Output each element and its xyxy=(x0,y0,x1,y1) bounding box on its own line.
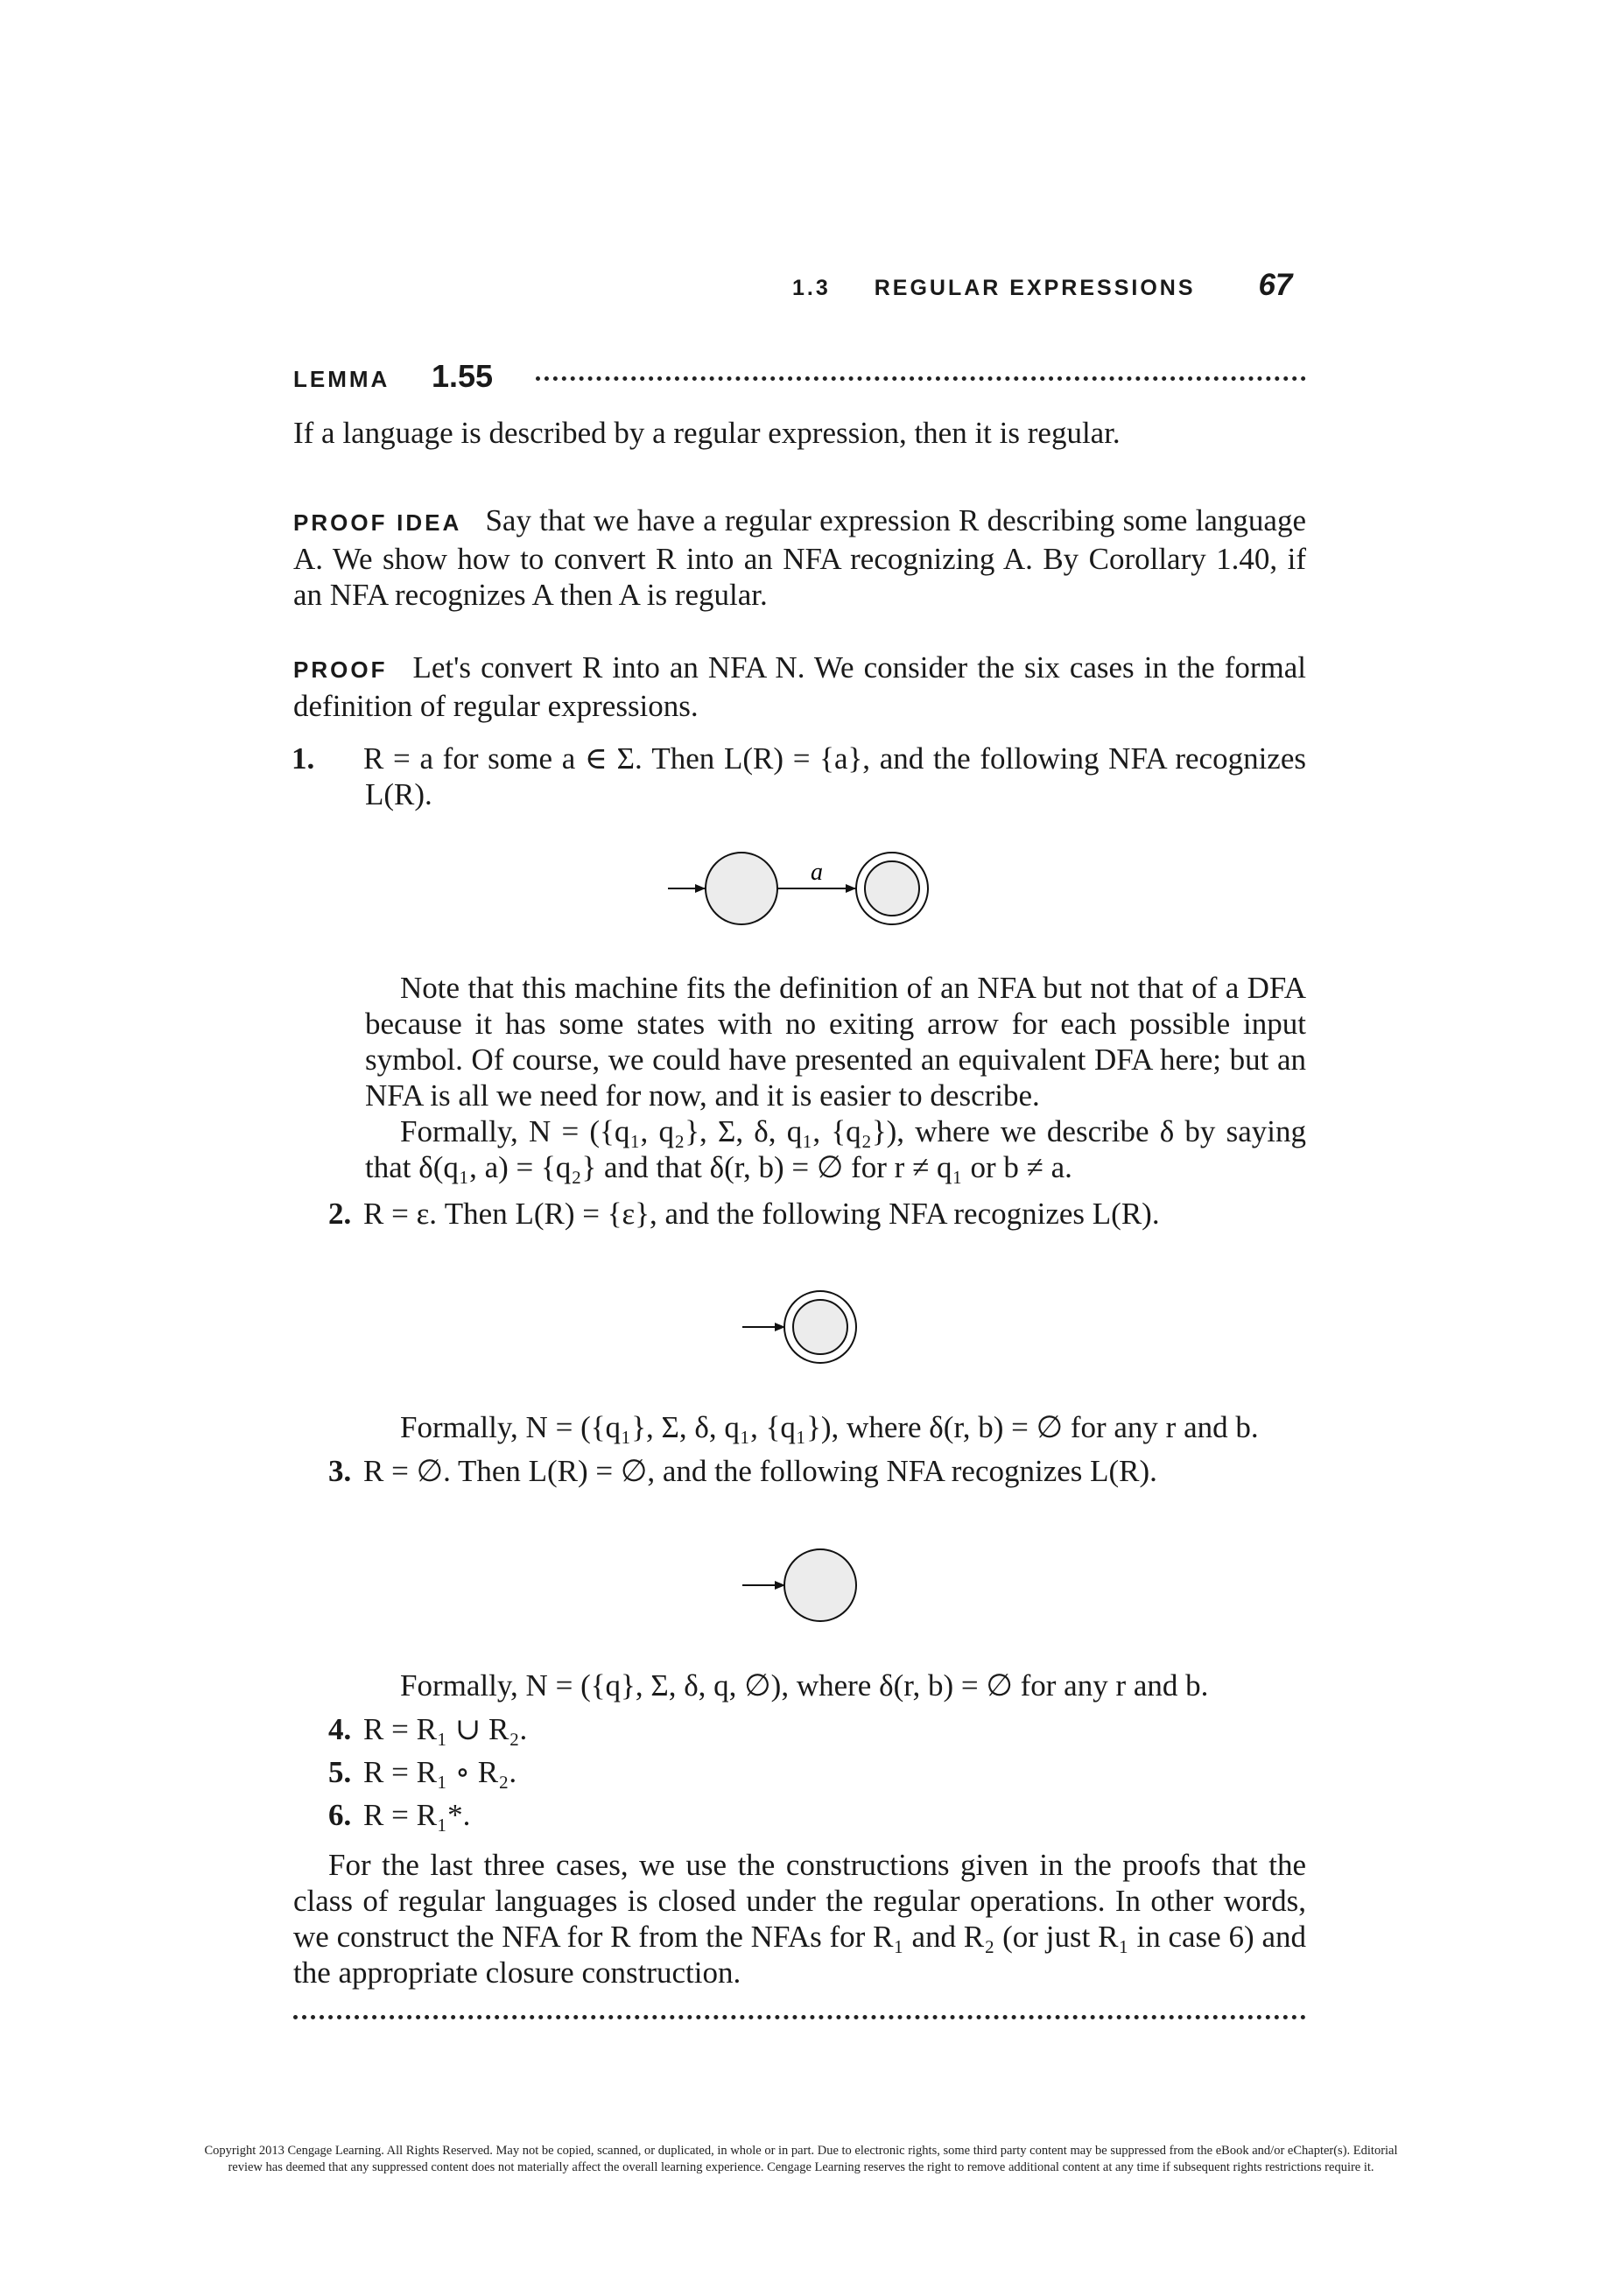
section-title: REGULAR EXPRESSIONS xyxy=(874,276,1196,300)
case-text: R = R₁ ∪ R₂. xyxy=(363,1712,528,1746)
proof-idea-text: Say that we have a regular expression R describing some language A. We show how to convert R into an NFA recognizing A. By Corollary 1.40, if an NFA recognizes A then A is regular. xyxy=(293,503,1306,612)
end-dotted-rule xyxy=(293,2015,1306,2019)
case-text: R = ∅. Then L(R) = ∅, and the following NFA recognizes L(R). xyxy=(363,1454,1157,1488)
nfa-diagram-single-symbol xyxy=(661,849,941,954)
case1-formal: Formally, N = ({q₁, q₂}, Σ, δ, q₁, {q₂}), where we describe δ by saying that δ(q₁, a) = {q₂} and that δ(r, b) = ∅ for r ≠ q₁ or b ≠ a. xyxy=(365,1114,1306,1184)
case2-formal: Formally, N = ({q₁}, Σ, δ, q₁, {q₁}), where δ(r, b) = ∅ for any r and b. xyxy=(400,1410,1259,1444)
lemma-dotted-rule xyxy=(536,376,1306,381)
lemma-statement: If a language is described by a regular expression, then it is regular. xyxy=(293,416,1121,450)
proof-idea-label: PROOF IDEA xyxy=(293,509,462,536)
case-number: 4. xyxy=(328,1712,352,1746)
section-number: 1.3 xyxy=(792,276,831,300)
start-state xyxy=(706,853,777,924)
case-number: 5. xyxy=(328,1755,352,1789)
proof-label: PROOF xyxy=(293,657,388,683)
running-head xyxy=(792,268,1292,303)
accept-state-inner xyxy=(865,861,919,916)
closing-paragraph: For the last three cases, we use the constructions given in the proofs that the class of regular languages is closed under the regular operations. In other words, we construct the NFA for R from the NFAs for R₁ and R₂ (or just R₁ in case 6) and the appropriate closure construction. xyxy=(293,1848,1306,1990)
case-item xyxy=(328,1754,1306,1790)
case-number: 6. xyxy=(328,1798,352,1832)
page-number: 67 xyxy=(1258,268,1293,302)
case-text: R = a for some a ∈ Σ. Then L(R) = {a}, and the following NFA recognizes L(R). xyxy=(363,741,1306,811)
case-item xyxy=(328,1196,1306,1232)
nfa-diagram-epsilon xyxy=(735,1282,867,1387)
case-item xyxy=(292,741,1306,812)
proof-idea-paragraph xyxy=(293,502,1306,613)
case-item xyxy=(328,1711,1306,1747)
case-text: R = ε. Then L(R) = {ε}, and the following NFA recognizes L(R). xyxy=(363,1197,1160,1231)
nfa-diagram-empty xyxy=(735,1541,867,1646)
accept-state-inner xyxy=(793,1300,847,1354)
case-number: 3. xyxy=(328,1454,352,1488)
case-number: 1. xyxy=(292,741,315,776)
case1-note: Note that this machine fits the definition of an NFA but not that of a DFA because it has some states with no exiting arrow for each possible input symbol. Of course, we could have presented an equivalent DFA here; but an NFA is all we need for now, and it is easier to describe. xyxy=(365,971,1306,1113)
start-state xyxy=(784,1549,856,1621)
lemma-number: 1.55 xyxy=(432,358,494,394)
case-item xyxy=(328,1797,1306,1833)
transition-label: a xyxy=(811,859,823,886)
case-item xyxy=(328,1453,1306,1489)
case-number: 2. xyxy=(328,1197,352,1231)
copyright-notice: Copyright 2013 Cengage Learning. All Rights Reserved. May not be copied, scanned, or duplicated, in whole or in part. Due to electronic rights, some third party content may be suppressed from the eBook and/or eChapter(s). Editorial review has deemed that any suppressed content does not materially affect the overall learning experience. Cengage Learning reserves the right to remove additional content at any time if subsequent rights restrictions require it. xyxy=(204,2144,1398,2174)
lemma-word: LEMMA xyxy=(293,366,390,392)
proof-intro-text: Let's convert R into an NFA N. We consider the six cases in the formal definition of regular expressions. xyxy=(293,650,1307,723)
case3-formal: Formally, N = ({q}, Σ, δ, q, ∅), where δ(r, b) = ∅ for any r and b. xyxy=(400,1668,1209,1703)
case-text: R = R₁ ∘ R₂. xyxy=(363,1755,517,1789)
case-text: R = R₁*. xyxy=(363,1798,471,1832)
proof-paragraph xyxy=(293,649,1306,724)
